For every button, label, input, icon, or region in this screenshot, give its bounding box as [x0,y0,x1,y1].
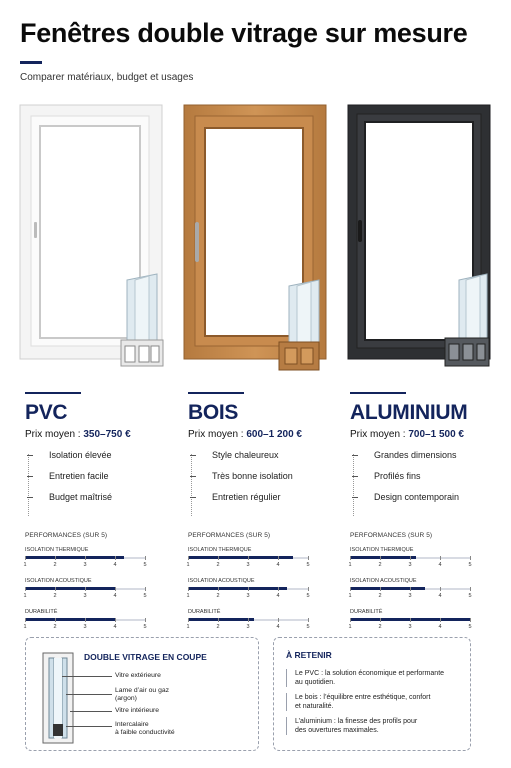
header [20,18,500,83]
scale-number: 4 [113,624,117,630]
list-item: Le bois : l’équilibre entre esthétique, confort et naturalité. [286,693,466,711]
pvc-window-image [19,104,167,376]
scale-number: 3 [408,562,412,568]
pvc-profile-cut [121,274,163,366]
scale-number: 4 [276,562,280,568]
scale-number: 5 [468,562,472,568]
aluminium-column [350,392,500,632]
score-label: DURABILITÉ [25,609,58,615]
scale-number: 4 [113,593,117,599]
list-item: Entretien régulier [188,492,338,513]
performance-title: PERFORMANCES (SUR 5) [350,532,433,539]
list-item: Style chaleureux [188,450,338,471]
price-line: Prix moyen : 600–1 200 € [188,429,302,440]
scale-number: 4 [113,562,117,568]
scale-number: 5 [306,593,310,599]
section-label: à faible conductivité [115,729,175,736]
scale-number: 1 [348,593,352,599]
aluminium-window-image [347,104,495,376]
score-bar [188,555,308,561]
scale-number: 2 [53,562,57,568]
section-label: Intercalaire [115,721,149,728]
list-item: Le PVC : la solution économique et performante au quotidien. [286,669,466,687]
section-label: (argon) [115,695,137,702]
score-0 [350,547,500,570]
scale-number: 3 [246,562,250,568]
score-fill [25,587,115,590]
score-0 [188,547,338,570]
scale-number: 4 [276,593,280,599]
score-bar [350,555,470,561]
score-fill [25,556,124,559]
score-bar [350,617,470,623]
scale-number: 1 [186,624,190,630]
score-1 [25,578,175,601]
scale-number: 3 [408,593,412,599]
scale-number: 4 [438,562,442,568]
score-2 [350,609,500,632]
scale-number: 5 [143,562,147,568]
score-2 [25,609,175,632]
score-fill [188,587,287,590]
section-label: Vitre intérieure [115,707,160,714]
score-bar [188,586,308,592]
scale-number: 3 [83,593,87,599]
window-illustrations [16,104,496,376]
score-bar [25,555,145,561]
score-0 [25,547,175,570]
scale-number: 2 [216,624,220,630]
score-label: DURABILITÉ [350,609,383,615]
price-line: Prix moyen : 350–750 € [25,429,131,440]
scale-number: 2 [216,593,220,599]
score-label: ISOLATION ACOUSTIQUE [25,578,92,584]
page-subtitle: Comparer matériaux, budget et usages [20,72,194,83]
scale-number: 2 [216,562,220,568]
score-bar [25,617,145,623]
feature-list [188,450,338,520]
scale-number: 2 [378,593,382,599]
list-item: Très bonne isolation [188,471,338,492]
pvc-column [25,392,175,632]
score-2 [188,609,338,632]
section-label: Lame d’air ou gaz [115,687,170,694]
section-box [25,637,259,751]
wood-window-image [183,104,331,376]
score-label: DURABILITÉ [188,609,221,615]
scale-number: 5 [306,562,310,568]
section-label: Vitre extérieure [115,672,161,679]
list-item: Entretien facile [25,471,175,492]
scale-number: 4 [438,593,442,599]
scale-number: 5 [143,593,147,599]
scale-number: 1 [186,593,190,599]
scale-number: 2 [53,593,57,599]
section-title: DOUBLE VITRAGE EN COUPE [84,652,207,662]
scale-number: 3 [83,624,87,630]
score-label: ISOLATION ACOUSTIQUE [188,578,255,584]
list-item: Profilés fins [350,471,500,492]
score-label: ISOLATION THERMIQUE [188,547,252,553]
list-item: Budget maîtrisé [25,492,175,513]
scale-number: 1 [348,624,352,630]
score-bar [188,617,308,623]
scale-number: 2 [378,624,382,630]
score-bar [350,586,470,592]
feature-list [25,450,175,520]
retenir-list [286,669,466,741]
scale-number: 3 [83,562,87,568]
glazing-section-icon [42,652,74,744]
scale-number: 1 [23,562,27,568]
material-name: PVC [25,401,68,424]
retenir-title: À RETENIR [286,650,332,660]
scale-number: 3 [408,624,412,630]
scale-number: 2 [378,562,382,568]
list-item: L’aluminium : la finesse des profils pour des ouvertures maximales. [286,717,466,735]
score-fill [188,618,254,621]
score-1 [350,578,500,601]
scale-number: 1 [23,624,27,630]
scale-number: 5 [468,624,472,630]
scale-number: 1 [186,562,190,568]
scale-number: 5 [468,593,472,599]
feature-list [350,450,500,520]
scale-number: 2 [53,624,57,630]
list-item: Grandes dimensions [350,450,500,471]
scale-number: 3 [246,624,250,630]
score-fill [25,618,115,621]
score-fill [350,587,425,590]
score-label: ISOLATION ACOUSTIQUE [350,578,417,584]
performance-title: PERFORMANCES (SUR 5) [188,532,271,539]
scale-number: 4 [438,624,442,630]
price-line: Prix moyen : 700–1 500 € [350,429,464,440]
retenir-box [273,637,471,751]
list-item: Design contemporain [350,492,500,513]
bois-column [188,392,338,632]
score-1 [188,578,338,601]
scale-number: 1 [23,593,27,599]
scale-number: 1 [348,562,352,568]
scale-number: 4 [276,624,280,630]
score-label: ISOLATION THERMIQUE [350,547,414,553]
list-item: Isolation élevée [25,450,175,471]
performance-title: PERFORMANCES (SUR 5) [25,532,108,539]
scale-number: 5 [306,624,310,630]
material-name: BOIS [188,401,239,424]
title-rule [20,61,42,64]
material-name: ALUMINIUM [350,401,468,424]
scale-number: 3 [246,593,250,599]
score-bar [25,586,145,592]
scale-number: 5 [143,624,147,630]
score-fill [350,556,416,559]
score-label: ISOLATION THERMIQUE [25,547,89,553]
page-title: Fenêtres double vitrage sur mesure [20,18,468,48]
